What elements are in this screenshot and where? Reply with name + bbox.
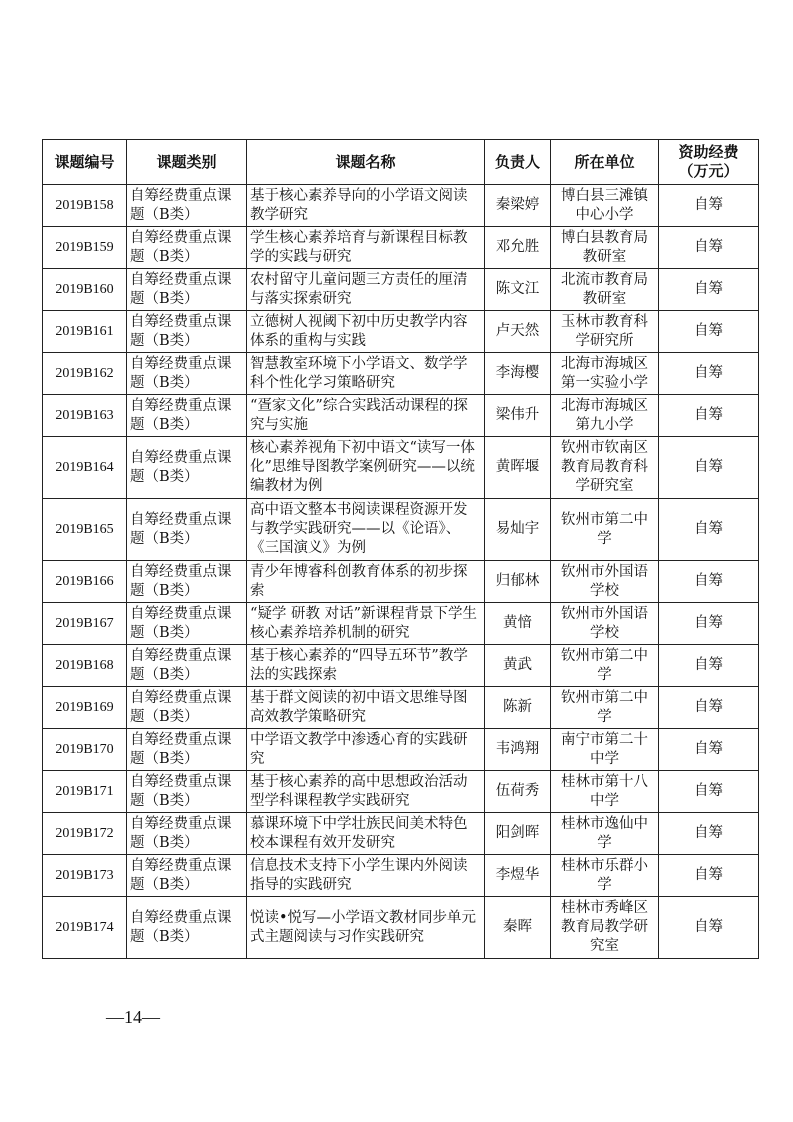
project-funding: 自筹 (659, 269, 759, 311)
table-row (43, 311, 759, 353)
project-code: 2019B167 (43, 603, 127, 645)
table-row (43, 897, 759, 959)
project-name: 慕课环境下中学壮族民间美术特色校本课程有效开发研究 (247, 813, 485, 855)
project-unit: 钦州市第二中学 (551, 645, 659, 687)
project-unit: 博白县教育局教研室 (551, 227, 659, 269)
project-name: “疍家文化”综合实践活动课程的探究与实施 (247, 395, 485, 437)
header-funding-line1: 资助经费 (678, 143, 739, 161)
table-row (43, 771, 759, 813)
project-leader: 秦梁婷 (485, 185, 551, 227)
project-leader: 邓允胜 (485, 227, 551, 269)
project-unit: 钦州市外国语学校 (551, 561, 659, 603)
project-name: 核心素养视角下初中语文“读写一体化”思维导图教学案例研究——以统编教材为例 (247, 437, 485, 499)
project-code: 2019B161 (43, 311, 127, 353)
project-category: 自筹经费重点课题（B类） (127, 561, 247, 603)
project-name: 立德树人视阈下初中历史教学内容体系的重构与实践 (247, 311, 485, 353)
project-code: 2019B158 (43, 185, 127, 227)
project-category: 自筹经费重点课题（B类） (127, 395, 247, 437)
project-leader: 李海樱 (485, 353, 551, 395)
project-leader: 梁伟升 (485, 395, 551, 437)
project-name: 高中语文整本书阅读课程资源开发与教学实践研究——以《论语》、《三国演义》为例 (247, 499, 485, 561)
project-unit: 钦州市第二中学 (551, 687, 659, 729)
project-code: 2019B162 (43, 353, 127, 395)
project-category: 自筹经费重点课题（B类） (127, 645, 247, 687)
project-category: 自筹经费重点课题（B类） (127, 729, 247, 771)
table-row (43, 269, 759, 311)
project-code: 2019B164 (43, 437, 127, 499)
project-leader: 黄晖堰 (485, 437, 551, 499)
project-code: 2019B172 (43, 813, 127, 855)
project-name: 青少年博睿科创教育体系的初步探索 (247, 561, 485, 603)
table-row (43, 855, 759, 897)
project-leader: 陈文江 (485, 269, 551, 311)
project-name: 基于群文阅读的初中语文思维导图高效教学策略研究 (247, 687, 485, 729)
project-unit: 南宁市第二十中学 (551, 729, 659, 771)
project-funding: 自筹 (659, 897, 759, 959)
table-row (43, 395, 759, 437)
project-unit: 钦州市外国语学校 (551, 603, 659, 645)
table-row (43, 353, 759, 395)
project-category: 自筹经费重点课题（B类） (127, 813, 247, 855)
project-unit: 北海市海城区第九小学 (551, 395, 659, 437)
table-row (43, 603, 759, 645)
project-funding: 自筹 (659, 395, 759, 437)
header-leader: 负责人 (485, 140, 551, 185)
project-leader: 黄武 (485, 645, 551, 687)
project-name: 智慧教室环境下小学语文、数学学科个性化学习策略研究 (247, 353, 485, 395)
project-category: 自筹经费重点课题（B类） (127, 437, 247, 499)
project-unit: 桂林市乐群小学 (551, 855, 659, 897)
project-funding: 自筹 (659, 499, 759, 561)
header-category: 课题类别 (127, 140, 247, 185)
project-funding: 自筹 (659, 855, 759, 897)
project-leader: 归郁林 (485, 561, 551, 603)
project-funding: 自筹 (659, 353, 759, 395)
project-code: 2019B165 (43, 499, 127, 561)
project-leader: 黄愔 (485, 603, 551, 645)
table-row (43, 227, 759, 269)
table-row (43, 561, 759, 603)
project-category: 自筹经费重点课题（B类） (127, 687, 247, 729)
project-code: 2019B160 (43, 269, 127, 311)
project-category: 自筹经费重点课题（B类） (127, 185, 247, 227)
project-code: 2019B174 (43, 897, 127, 959)
project-code: 2019B159 (43, 227, 127, 269)
header-funding-line2: （万元） (678, 162, 739, 180)
project-funding: 自筹 (659, 561, 759, 603)
project-unit: 钦州市第二中学 (551, 499, 659, 561)
project-funding: 自筹 (659, 603, 759, 645)
project-name: 悦读•悦写—小学语文教材同步单元式主题阅读与习作实践研究 (247, 897, 485, 959)
project-code: 2019B163 (43, 395, 127, 437)
header-unit: 所在单位 (551, 140, 659, 185)
project-code: 2019B166 (43, 561, 127, 603)
table-row (43, 687, 759, 729)
project-leader: 易灿宇 (485, 499, 551, 561)
header-name: 课题名称 (247, 140, 485, 185)
project-leader: 阳剑晖 (485, 813, 551, 855)
project-unit: 钦州市钦南区教育局教育科学研究室 (551, 437, 659, 499)
project-unit: 桂林市第十八中学 (551, 771, 659, 813)
table-header-row (43, 140, 759, 185)
project-code: 2019B170 (43, 729, 127, 771)
project-unit: 博白县三滩镇中心小学 (551, 185, 659, 227)
project-category: 自筹经费重点课题（B类） (127, 353, 247, 395)
project-code: 2019B169 (43, 687, 127, 729)
page-number: —14— (106, 1007, 160, 1027)
project-category: 自筹经费重点课题（B类） (127, 311, 247, 353)
project-name: 中学语文教学中渗透心育的实践研究 (247, 729, 485, 771)
project-unit: 桂林市秀峰区教育局教学研究室 (551, 897, 659, 959)
header-code: 课题编号 (43, 140, 127, 185)
table-row (43, 729, 759, 771)
project-name: 农村留守儿童问题三方责任的厘清与落实探索研究 (247, 269, 485, 311)
project-name: 学生核心素养培育与新课程目标教学的实践与研究 (247, 227, 485, 269)
project-funding: 自筹 (659, 227, 759, 269)
project-leader: 李煜华 (485, 855, 551, 897)
project-name: 基于核心素养导向的小学语文阅读教学研究 (247, 185, 485, 227)
project-table (42, 139, 759, 959)
table-row (43, 813, 759, 855)
project-unit: 桂林市逸仙中学 (551, 813, 659, 855)
project-code: 2019B168 (43, 645, 127, 687)
header-funding (659, 140, 759, 185)
project-category: 自筹经费重点课题（B类） (127, 269, 247, 311)
project-category: 自筹经费重点课题（B类） (127, 499, 247, 561)
project-code: 2019B171 (43, 771, 127, 813)
project-leader: 秦晖 (485, 897, 551, 959)
project-name: “疑学 研教 对话”新课程背景下学生核心素养培养机制的研究 (247, 603, 485, 645)
table-row (43, 499, 759, 561)
project-funding: 自筹 (659, 687, 759, 729)
project-unit: 北流市教育局教研室 (551, 269, 659, 311)
project-name: 基于核心素养的“四导五环节”教学法的实践探索 (247, 645, 485, 687)
table-row (43, 437, 759, 499)
project-funding: 自筹 (659, 185, 759, 227)
table-row (43, 185, 759, 227)
project-funding: 自筹 (659, 311, 759, 353)
project-leader: 韦鸿翔 (485, 729, 551, 771)
project-category: 自筹经费重点课题（B类） (127, 771, 247, 813)
project-category: 自筹经费重点课题（B类） (127, 227, 247, 269)
table-row (43, 645, 759, 687)
project-funding: 自筹 (659, 771, 759, 813)
project-funding: 自筹 (659, 645, 759, 687)
project-leader: 伍荷秀 (485, 771, 551, 813)
project-funding: 自筹 (659, 729, 759, 771)
project-name: 信息技术支持下小学生课内外阅读指导的实践研究 (247, 855, 485, 897)
project-category: 自筹经费重点课题（B类） (127, 897, 247, 959)
project-unit: 玉林市教育科学研究所 (551, 311, 659, 353)
project-funding: 自筹 (659, 813, 759, 855)
project-leader: 陈新 (485, 687, 551, 729)
project-code: 2019B173 (43, 855, 127, 897)
project-category: 自筹经费重点课题（B类） (127, 855, 247, 897)
project-name: 基于核心素养的高中思想政治活动型学科课程教学实践研究 (247, 771, 485, 813)
project-leader: 卢天然 (485, 311, 551, 353)
project-category: 自筹经费重点课题（B类） (127, 603, 247, 645)
project-unit: 北海市海城区第一实验小学 (551, 353, 659, 395)
project-funding: 自筹 (659, 437, 759, 499)
